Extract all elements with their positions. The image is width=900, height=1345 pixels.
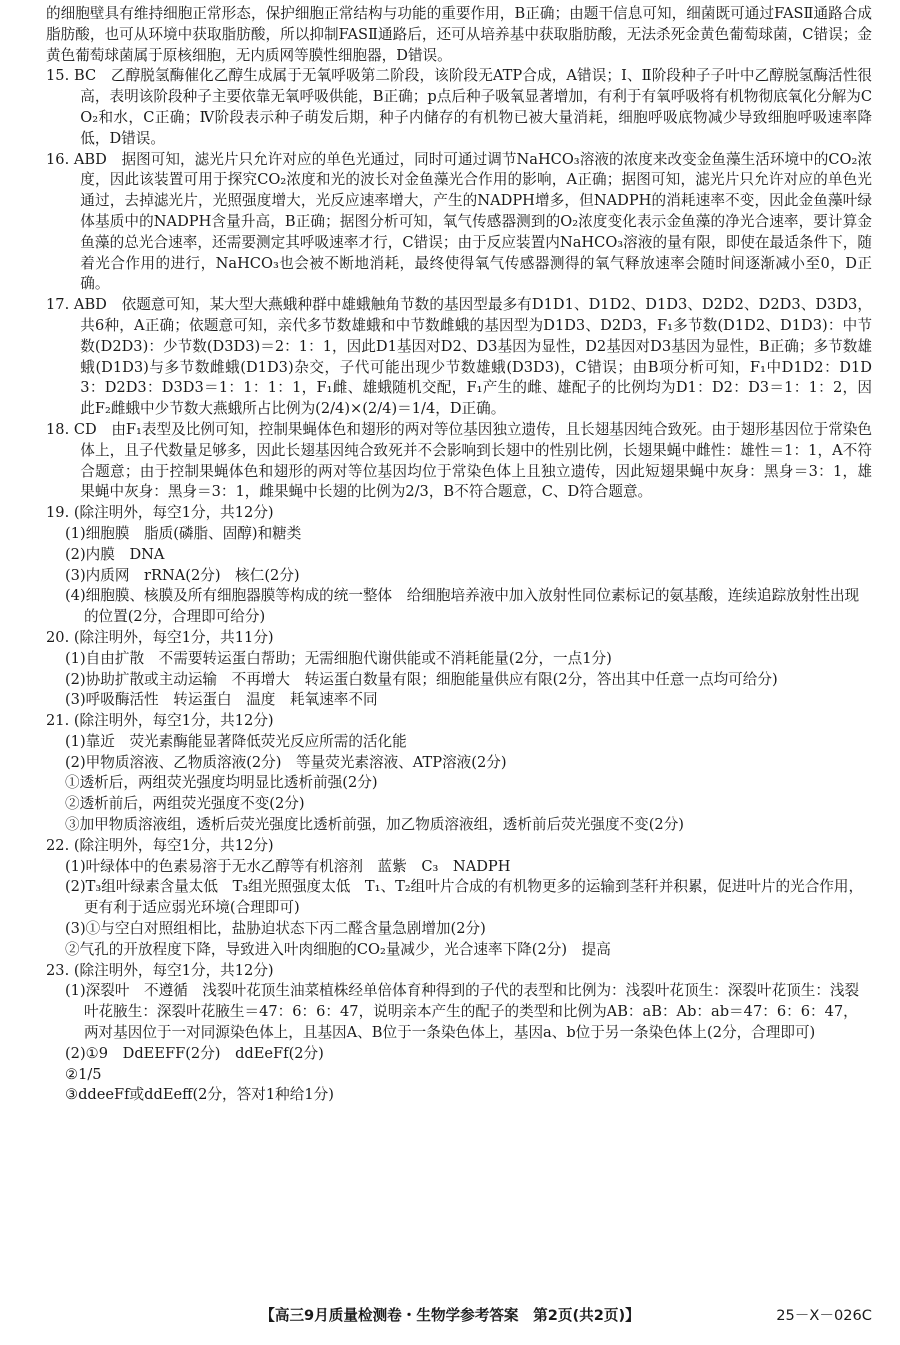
answer-23-head: 23. (除注明外，每空1分，共12分) <box>46 961 274 979</box>
answer-22-line-2: (2)T₃组叶绿素含量太低 T₃组光照强度太低 T₁、T₂组叶片合成的有机物更多的运输到茎秆并积累，促进叶片的光合作用，更有利于适应弱光环境(合理即可) <box>64 878 864 917</box>
page-footer-code: 25－X－026C <box>776 1307 872 1324</box>
answer-22 <box>46 836 872 961</box>
answer-21 <box>46 711 872 836</box>
answer-19-line-4: (4)细胞膜、核膜及所有细胞器膜等构成的统一整体 给细胞培养液中加入放射性同位素标记的氨基酸，连续追踪放射性出现的位置(2分，合理即可给分) <box>64 587 860 626</box>
answer-15: 15. BC 乙醇脱氢酶催化乙醇生成属于无氧呼吸第二阶段，该阶段无ATP合成，A错误；Ⅰ、Ⅱ阶段种子子叶中乙醇脱氢酶活性很高，表明该阶段种子主要依靠无氧呼吸供能，B正确；p点后种子吸氧显著增加，有利于有氧呼吸将有机物彻底氧化分解为CO₂和水，C正确；Ⅳ阶段表示种子萌发后期，种子内储存的有机物已被大量消耗，细胞呼吸底物减少导致细胞呼吸速率降低，D错误。 <box>46 67 872 147</box>
answer-21-line-5: ③加甲物质溶液组，透析后荧光强度比透析前强，加乙物质溶液组，透析前后荧光强度不变(2分) <box>64 816 685 834</box>
answer-19-line-2: (2)内膜 DNA <box>64 545 165 563</box>
answer-20-head: 20. (除注明外，每空1分，共11分) <box>46 628 274 646</box>
answer-16: 16. ABD 据图可知，滤光片只允许对应的单色光通过，同时可通过调节NaHCO₃溶液的浓度来改变金鱼藻生活环境中的CO₂浓度，因此该装置可用于探究CO₂浓度和光的波长对金鱼藻光合作用的影响，A正确；据图可知，滤光片只允许对应的单色光通过，去掉滤光片，光照强度增大，光反应速率增大，产生的NADPH增多，但NADPH的消耗速率不变，因此金鱼藻叶绿体基质中的NADPH含量升高，B正确；据图分析可知，氧气传感器测到的O₂浓度变化表示金鱼藻的净光合速率，要计算金鱼藻的总光合速率，还需要测定其呼吸速率才行，C错误；由于反应装置内NaHCO₃溶液的量有限，即使在最适条件下，随着光合作用的进行，NaHCO₃也会被不断地消耗，最终使得氧气传感器测得的氧气释放速率会随时间逐渐减小至0，D正确。 <box>46 150 872 293</box>
answer-22-head: 22. (除注明外，每空1分，共12分) <box>46 836 274 854</box>
answer-18: 18. CD 由F₁表型及比例可知，控制果蝇体色和翅形的两对等位基因独立遗传，且长翅基因纯合致死。由于翅形基因位于常染色体上，且子代数量足够多，因此长翅基因纯合致死并不会影响到长翅中的性别比例，长翅果蝇中雌性：雄性＝1：1，A不符合题意；由于控制果蝇体色和翅形的两对等位基因均位于常染色体上且独立遗传，因此短翅果蝇中灰身：黑身＝3：1，雄果蝇中灰身：黑身＝3：1，雌果蝇中长翅的比例为2/3，B不符合题意，C、D符合题意。 <box>46 420 872 501</box>
answer-22-line-3: (3)①与空白对照组相比，盐胁迫状态下丙二醛含量急剧增加(2分) <box>64 920 486 938</box>
answer-19-line-3: (3)内质网 rRNA(2分) 核仁(2分) <box>64 566 300 584</box>
answer-21-line-2: (2)甲物质溶液、乙物质溶液(2分) 等量荧光素溶液、ATP溶液(2分) <box>64 753 507 771</box>
answer-21-line-1: (1)靠近 荧光素酶能显著降低荧光反应所需的活化能 <box>64 732 407 750</box>
answer-20-line-2: (2)协助扩散或主动运输 不再增大 转运蛋白数量有限；细胞能量供应有限(2分，答出其中任意一点均可给分) <box>64 670 778 688</box>
answer-17: 17. ABD 依题意可知，某大型大燕蛾种群中雄蛾触角节数的基因型最多有D1D1、D1D2、D1D3、D2D2、D2D3、D3D3，共6种，A正确；依题意可知，亲代多节数雄蛾和中节数雌蛾的基因型为D1D3、D2D3，F₁多节数(D1D2、D1D3)：中节数(D2D3)：少节数(D3D3)＝2：1：1，因此D1基因对D2、D3基因为显性，D2基因对D3基因为显性，B正确；多节数雄蛾(D1D3)与多节数雌蛾(D1D3)杂交，子代可能出现少节数雄蛾(D3D3)，C错误；由B项分析可知，F₁中D1D2：D1D3：D2D3：D3D3＝1：1：1：1，F₁雌、雄蛾随机交配，F₁产生的雌、雄配子的比例均为D1：D2：D3＝1：1：2，因此F₂雌蛾中少节数大燕蛾所占比例为(2/4)×(2/4)＝1/4，D正确。 <box>46 296 872 418</box>
page-footer-title: 【高三9月质量检测卷・生物学参考答案 第2页(共2页)】 <box>260 1307 640 1324</box>
answer-19 <box>46 503 872 628</box>
answer-19-head: 19. (除注明外，每空1分，共12分) <box>46 504 274 522</box>
q14-continuation: 的细胞壁具有维持细胞正常形态，保护细胞正常结构与功能的重要作用，B正确；由题干信息可知，细菌既可通过FASⅡ通路合成脂肪酸，也可从环境中获取脂肪酸，所以抑制FASⅡ通路后，还可从培养基中获取脂肪酸，无法杀死金黄色葡萄球菌，C错误；金黄色葡萄球菌属于原核细胞，无内质网等膜性细胞器，D错误。 <box>46 5 872 64</box>
answer-21-line-4: ②透析前后，两组荧光强度不变(2分) <box>64 795 305 813</box>
answer-23-line-2: (2)①9 DdEEFF(2分) ddEeFf(2分) <box>64 1044 324 1062</box>
answer-20-line-3: (3)呼吸酶活性 转运蛋白 温度 耗氧速率不同 <box>64 691 378 709</box>
answer-21-line-3: ①透析后，两组荧光强度均明显比透析前强(2分) <box>64 774 378 792</box>
answer-22-line-4: ②气孔的开放程度下降，导致进入叶肉细胞的CO₂量减少，光合速率下降(2分) 提高 <box>64 940 611 958</box>
answer-23-line-4: ③ddeeFf或ddEeff(2分，答对1种给1分) <box>64 1086 334 1104</box>
answer-22-line-1: (1)叶绿体中的色素易溶于无水乙醇等有机溶剂 蓝紫 C₃ NADPH <box>64 857 511 875</box>
answer-20-line-1: (1)自由扩散 不需要转运蛋白帮助；无需细胞代谢供能或不消耗能量(2分，一点1分) <box>64 649 612 667</box>
answer-19-line-1: (1)细胞膜 脂质(磷脂、固醇)和糖类 <box>64 524 302 542</box>
answer-23-line-3: ②1/5 <box>64 1065 102 1083</box>
answer-20 <box>46 628 872 711</box>
answer-21-head: 21. (除注明外，每空1分，共12分) <box>46 712 274 730</box>
answer-23 <box>46 961 872 1107</box>
answer-23-line-1: (1)深裂叶 不遵循 浅裂叶花顶生油菜植株经单倍体育种得到的子代的表型和比例为：浅裂叶花顶生：深裂叶花顶生：浅裂叶花腋生：深裂叶花腋生＝47：6：6：47，说明亲本产生的配子的类型和比例为AB：aB：Ab：ab＝47：6：6：47，两对基因位于一对同源染色体上，且基因A、B位于一条染色体上，基因a、b位于另一条染色体上(2分，合理即可) <box>64 982 860 1042</box>
